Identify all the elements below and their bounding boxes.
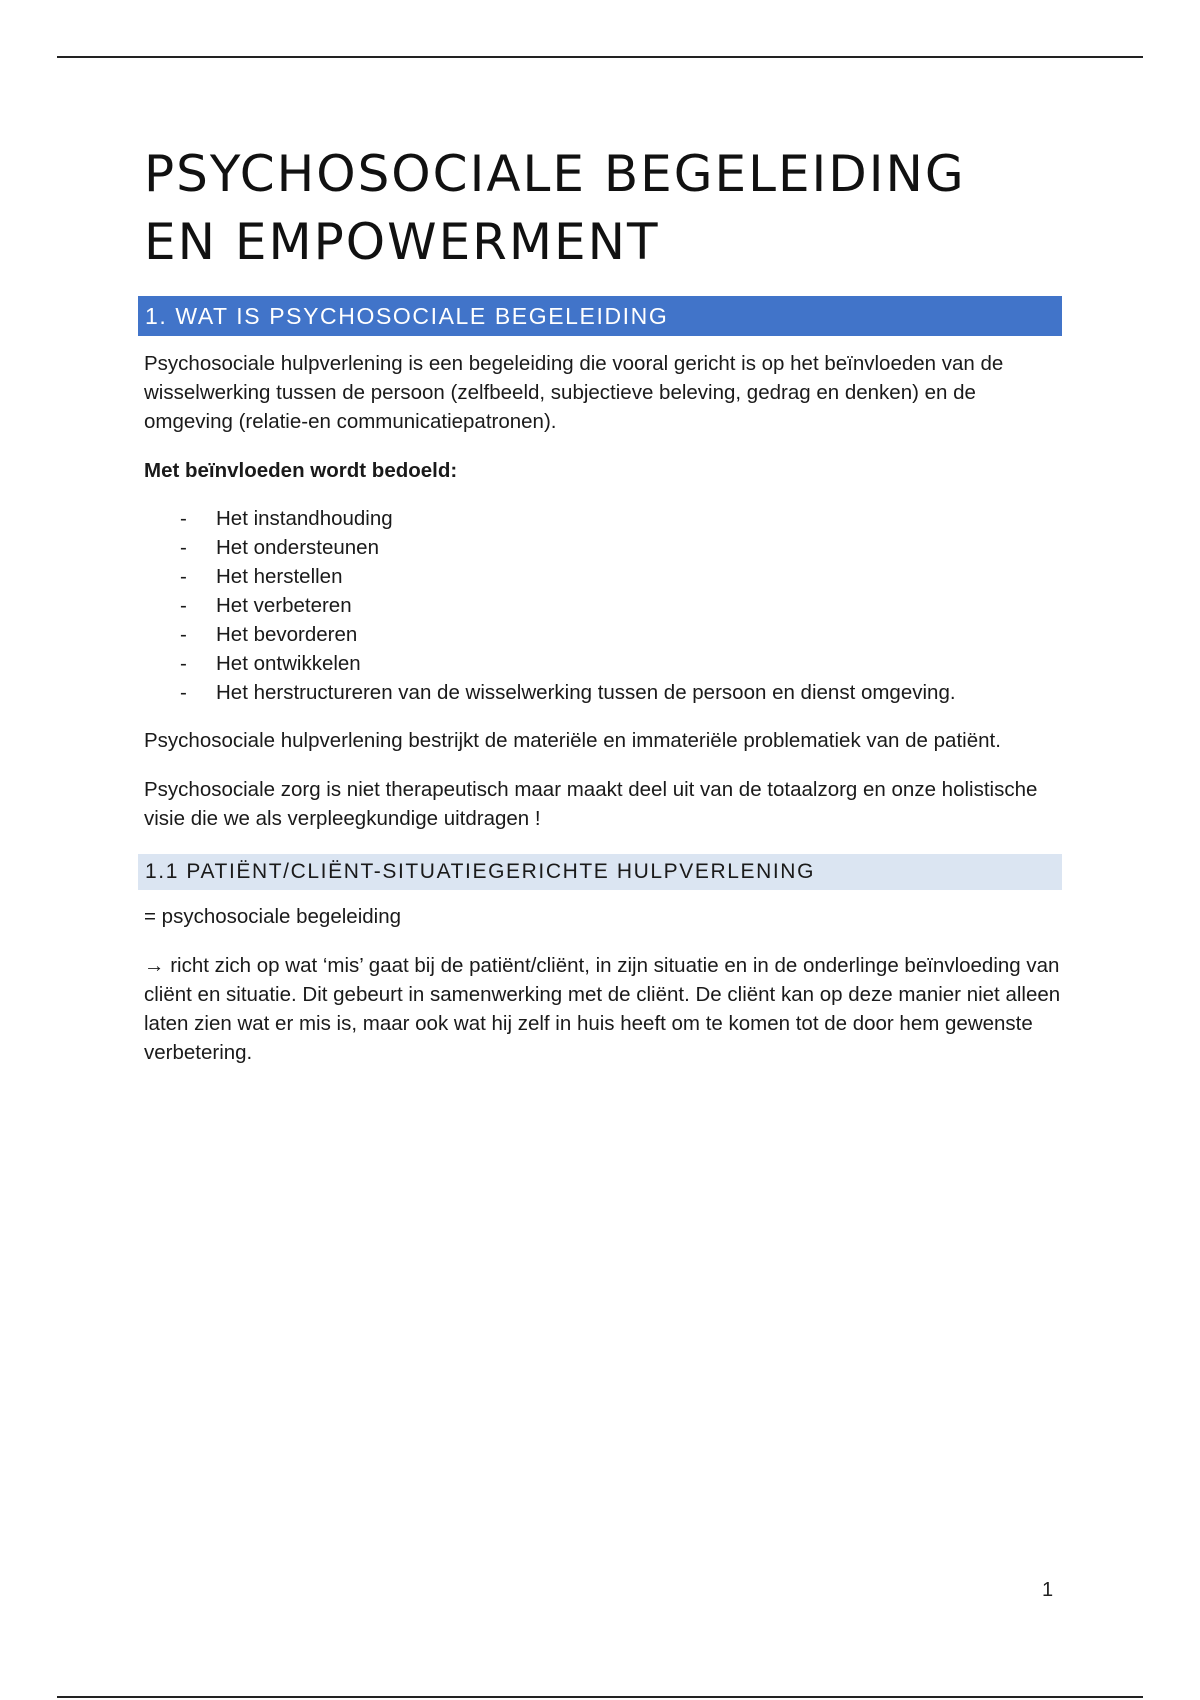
header-rule [57,56,1143,58]
section-1-paragraph-3: Psychosociale zorg is niet therapeutisch maar maakt deel uit van de totaalzorg en onze holistische visie die we als verpleegkundige uitdragen ! [144,778,1038,830]
list-item-text: Het herstellen [216,565,343,588]
dash-marker: - [180,652,187,675]
list-lead: Met beïnvloeden wordt bedoeld: [144,459,458,482]
document-title [144,140,1064,276]
list-item-text: Het herstructureren van de wisselwerking tussen de persoon en dienst omgeving. [216,681,956,704]
list-item [144,620,1064,649]
list-item [144,591,1064,620]
dash-marker: - [180,623,187,646]
list-item-text: Het bevorderen [216,623,358,646]
section-1-intro: Psychosociale hulpverlening is een begeleiding die vooral gericht is op het beïnvloeden van de wisselwerking tussen de persoon (zelfbeeld, subjectieve beleving, gedrag en denken) en de omgeving (relatie-en communicatiepatronen). [144,352,1004,433]
dash-marker: - [180,565,187,588]
influence-list [144,504,1064,707]
dash-marker: - [180,594,187,617]
list-item-text: Het ondersteunen [216,536,379,559]
list-item [144,533,1064,562]
list-item [144,562,1064,591]
list-item-text: Het ontwikkelen [216,652,361,675]
section-1-1-arrow-paragraph: → richt zich op wat ‘mis’ gaat bij de patiënt/cliënt, in zijn situatie en in de onderlinge beïnvloeding van cliënt en situatie. Dit gebeurt in samenwerking met de cliënt. De cliënt kan op deze manier niet alleen laten zien wat er mis is, maar ook wat hij zelf in huis heeft om te komen tot de door hem gewenste verbetering. [144,954,1061,1064]
page-number: 1 [1042,1579,1054,1601]
list-item-text: Het instandhouding [216,507,393,530]
document-body [144,140,1064,1067]
list-item-text: Het verbeteren [216,594,352,617]
dash-marker: - [180,681,187,704]
section-1-1-wrapper [144,854,1064,890]
title-line-1: PSYCHOSOCIALE BEGELEIDING [144,145,966,203]
list-item [144,678,1064,707]
dash-marker: - [180,536,187,559]
dash-marker: - [180,507,187,530]
section-1-1-heading: 1.1 PATIËNT/CLIËNT-SITUATIEGERICHTE HULPVERLENING [138,854,1062,890]
list-item [144,504,1064,533]
list-item [144,649,1064,678]
section-1-paragraph-2: Psychosociale hulpverlening bestrijkt de materiële en immateriële problematiek van de patiënt. [144,729,1001,752]
title-line-2: EN EMPOWERMENT [144,213,660,271]
footer-rule [57,1696,1143,1698]
section-1-heading: 1. WAT IS PSYCHOSOCIALE BEGELEIDING [138,296,1062,336]
section-1-1-definition: = psychosociale begeleiding [144,905,402,928]
